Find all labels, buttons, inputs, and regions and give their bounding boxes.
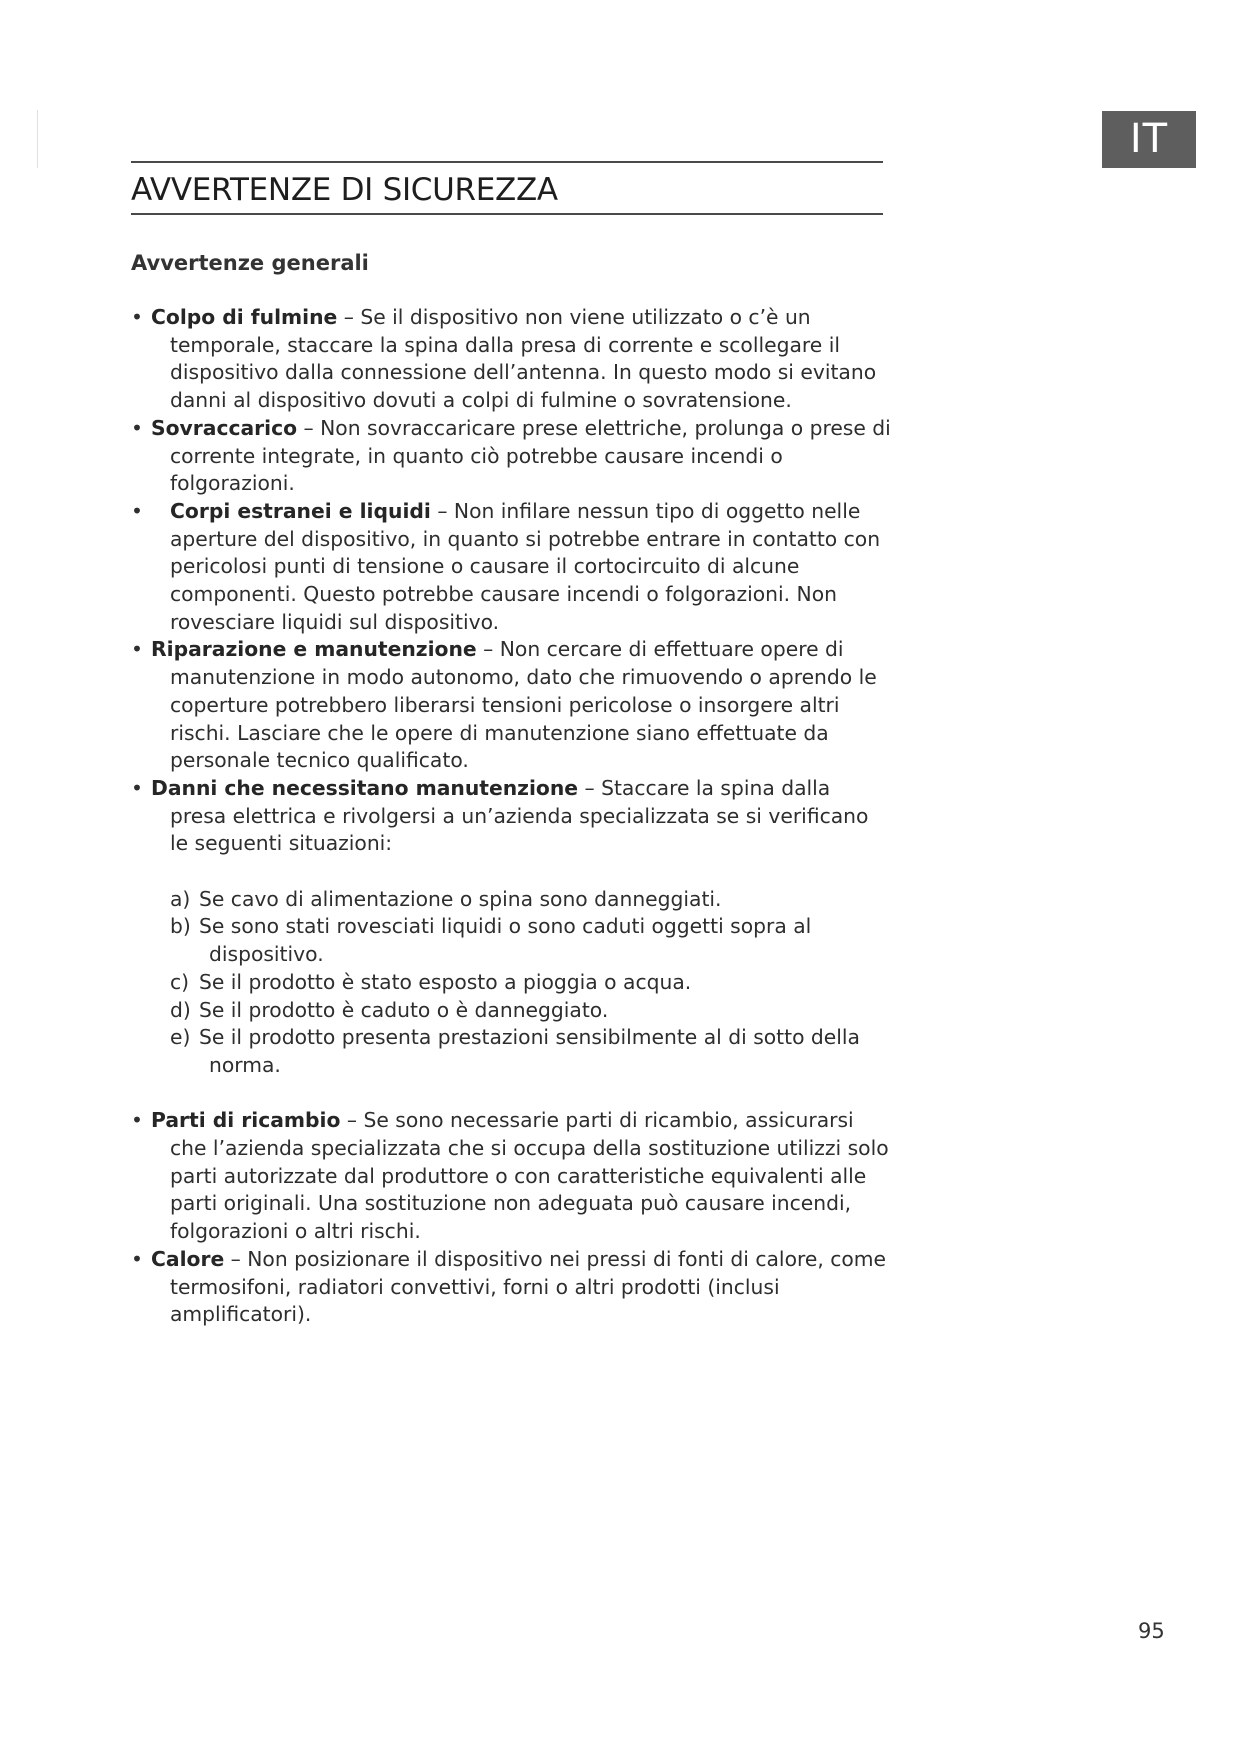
damage-situations-list xyxy=(131,886,891,1080)
warning-term: Calore xyxy=(151,1246,225,1271)
warning-term: Parti di ricambio xyxy=(151,1108,341,1133)
margin-mark xyxy=(37,110,38,168)
warning-item-spare-parts xyxy=(131,1107,891,1246)
warning-separator: – xyxy=(476,637,500,662)
situation-item xyxy=(170,1024,891,1079)
situation-item xyxy=(170,886,891,914)
bullet: • xyxy=(131,1108,143,1133)
language-tab: IT xyxy=(1102,111,1196,168)
bullet: • xyxy=(131,1246,143,1271)
situation-item xyxy=(170,969,891,997)
situation-item xyxy=(170,997,891,1025)
warning-item-repair xyxy=(131,636,891,775)
warning-list xyxy=(131,304,891,1329)
warning-item-foreign-objects xyxy=(131,498,891,637)
bullet: • xyxy=(131,415,143,440)
warning-separator: – xyxy=(337,305,361,329)
warning-separator: – xyxy=(578,775,602,800)
situation-letter: c) xyxy=(170,969,190,994)
warning-separator: – xyxy=(430,498,454,523)
warning-text: Se il dispositivo non viene utilizzato o c’è un temporale, staccare la spina dalla presa di corrente e scollegare il dispositivo dalla connessione dell’antenna. In questo modo si evitano danni al dispositivo dovuti a colpi di fulmine o sovratensione. xyxy=(170,305,877,413)
situation-text: Se il prodotto è caduto o è danneggiato. xyxy=(199,997,609,1022)
warning-term: Riparazione e manutenzione xyxy=(151,637,477,662)
warning-separator: – xyxy=(297,415,321,440)
page-number: 95 xyxy=(1138,1619,1165,1643)
warning-term: Corpi estranei e liquidi xyxy=(170,498,431,523)
warning-item-heat xyxy=(131,1246,891,1329)
situation-text: Se il prodotto presenta prestazioni sensibilmente al di sotto della norma. xyxy=(199,1025,860,1077)
warning-item-overload xyxy=(131,415,891,498)
bullet: • xyxy=(131,498,143,523)
situation-text: Se il prodotto è stato esposto a pioggia o acqua. xyxy=(199,969,692,994)
situation-letter: a) xyxy=(170,886,191,911)
warning-text: Non posizionare il dispositivo nei pressi di fonti di calore, come termosifoni, radiatori convettivi, forni o altri prodotti (inclusi amplificatori). xyxy=(170,1246,887,1327)
situation-letter: d) xyxy=(170,997,191,1022)
warning-item-lightning xyxy=(131,304,891,415)
bullet: • xyxy=(131,637,143,662)
situation-item xyxy=(170,913,891,968)
title-rule-top xyxy=(131,161,883,163)
title-rule-bottom xyxy=(131,213,883,215)
situation-text: Se sono stati rovesciati liquidi o sono caduti oggetti sopra al dispositivo. xyxy=(199,914,812,967)
warning-text: Non sovraccaricare prese elettriche, prolunga o prese di corrente integrate, in quanto ciò potrebbe causare incendi o folgorazioni. xyxy=(170,415,891,496)
warning-text: Non infilare nessun tipo di oggetto nelle aperture del dispositivo, in quanto si potrebbe entrare in contatto con pericolosi punti di tensione o causare il cortocircuito di alcune componenti. Questo potrebbe causare incendi o folgorazioni. Non rovesciare liquidi sul dispositivo. xyxy=(170,498,881,634)
warning-term: Sovraccarico xyxy=(151,415,298,440)
warning-separator: – xyxy=(224,1246,248,1271)
warning-item-damage xyxy=(131,775,891,858)
warning-text: Se sono necessarie parti di ricambio, assicurarsi che l’azienda specializzata che si occupa della sostituzione utilizzi solo parti autorizzate dal produttore o con caratteristiche equivalenti alle parti originali. Una sostituzione non adeguata può causare incendi, folgorazioni o altri rischi. xyxy=(170,1108,889,1244)
situation-letter: e) xyxy=(170,1025,191,1050)
page-title: AVVERTENZE DI SICUREZZA xyxy=(131,172,558,208)
warning-text: Staccare la spina dalla presa elettrica e rivolgersi a un’azienda specializzata se si verificano le seguenti situazioni: xyxy=(170,775,869,856)
situation-text: Se cavo di alimentazione o spina sono danneggiati. xyxy=(199,886,722,911)
warning-term: Danni che necessitano manutenzione xyxy=(151,775,579,800)
warning-term: Colpo di fulmine xyxy=(151,305,338,329)
warning-text: Non cercare di effettuare opere di manutenzione in modo autonomo, dato che rimuovendo o aprendo le coperture potrebbero liberarsi tensioni pericolose o insorgere altri rischi. Lasciare che le opere di manutenzione siano effettuate da personale tecnico qualificato. xyxy=(170,637,877,773)
section-heading: Avvertenze generali xyxy=(131,251,369,275)
bullet: • xyxy=(131,775,143,800)
warning-separator: – xyxy=(340,1108,364,1133)
bullet: • xyxy=(131,305,143,329)
situation-letter: b) xyxy=(170,914,191,939)
